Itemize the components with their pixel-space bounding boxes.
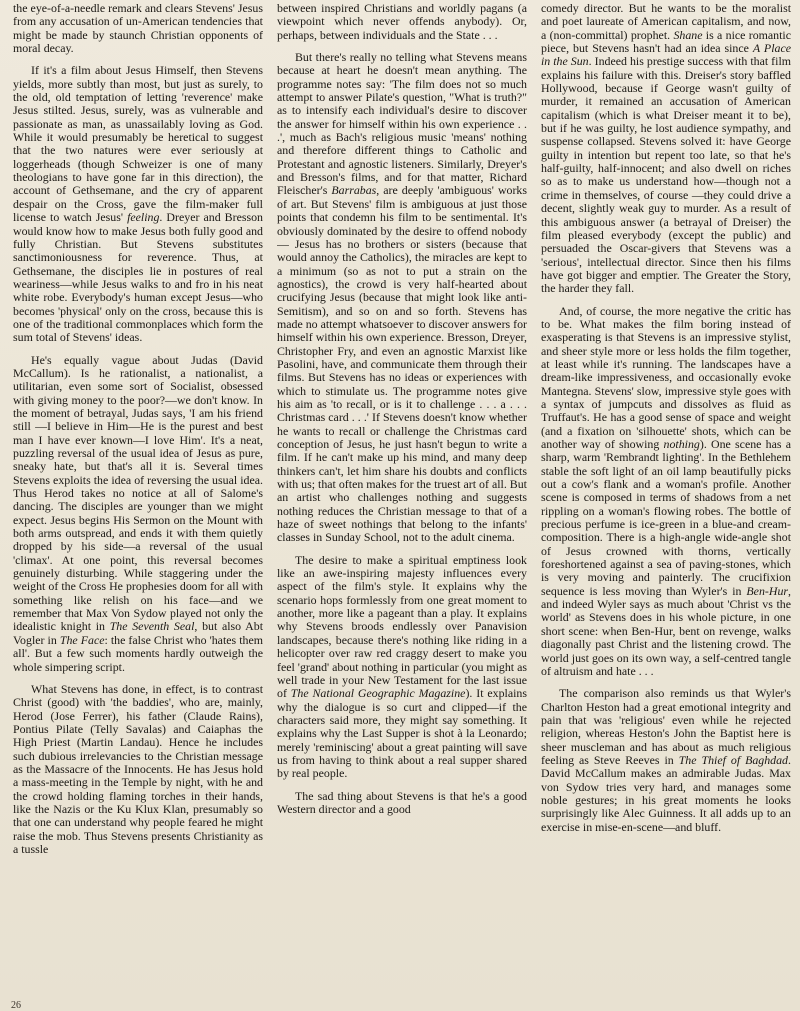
article-columns bbox=[13, 2, 795, 1010]
column-1 bbox=[13, 2, 263, 1010]
paragraph: The comparison also reminds us that Wyler's Charlton Heston had a great emotional integrity and pain that was 'religious' even while he rejected religion, whereas Heston's John the Baptist here is sheer muscleman and has about as much religious feeling as Steve Reeves in The Thief of Baghdad. David McCallum makes an admirable Judas. Max von Sydow tries very hard, and manages some noble gestures; in his great moments he looks surprisingly like Alec Guinness. It all adds up to an exercise in mise-en-scene—and bluff. bbox=[541, 686, 791, 834]
paragraph: comedy director. But he wants to be the moralist and poet laureate of American capitalism, and now, a (non-committal) prophet. Shane is a nice romantic piece, but Stevens hasn't had an idea since A Place in the Sun. Indeed his prestige success with that film explains his failure with this. Dreiser's story baffled Hollywood, because if George wasn't guilty of murder, it remained an accusation of American capitalism (which is what Dreiser meant it to be), but if he was guilty, he lost audience sympathy, and suspense collapsed. Stevens solved it: have George guilty in intention but repent too late, so that he's half-guilty, half-innocent; and also dwell on riches so as to make us understand how—though not a crime in themselves, of course —they could drive a decent, slightly weak guy to murder. As a result of this ambiguous answer (a betrayal of Dreiser) the film pleased everybody (except the public) and persuaded the Oscar-givers that Stevens was a 'serious', intellectual director. Since then his films have got bigger and emptier. The Greater the Story, the harder they fall. bbox=[541, 2, 791, 296]
paragraph: And, of course, the more negative the critic has to be. What makes the film boring instead of exasperating is that Stevens is an impressive stylist, and sheer style more or less holds the film together, at least while it's running. The landscapes have a dream-like impressiveness, and occasionally evoke Mantegna. Stevens' slow, impressive style goes with a syntax of jumpcuts and dissolves as fluid as Truffaut's. He has a good sense of space and weight (and a fixation on 'silhouette' shots, which can be another way of showing nothing). One scene has a sharp, warm 'Rembrandt lighting'. In the Bethlehem stable the soft light of an oil lamp beautifully picks out a cow's flank and a woman's profile. Another scene is composed in terms of shadows from a net rippling on a woman's flowing robes. The bottle of precious perfume is ice-green in a blue-and cream-composition. There is a high-angle wide-angle shot of Jesus crowned with thorns, vertically foreshortened against a sea of paving-stones, which is very moving and painterly. The crucifixion sequence is less moving than Wyler's in Ben-Hur, and indeed Wyler says as much about 'Christ vs the world' as Stevens does in his whole picture, in one short scene: when Ben-Hur, bent on revenge, walks diagonally past Christ and the listening crowd. The world just goes on its own way, a self-centred tangle of altruism and hate . . . bbox=[541, 303, 791, 678]
column-2 bbox=[277, 2, 527, 1010]
paragraph: the eye-of-a-needle remark and clears Stevens' Jesus from any accusation of un-American tendencies that might be made by staunch Christian opponents of moral decay. bbox=[13, 2, 263, 56]
column-3 bbox=[541, 2, 791, 1010]
paragraph: If it's a film about Jesus Himself, then Stevens yields, more subtly than most, but just as surely, to the old, old temptation of letting 'reverence' make Jesus stilted. Jesus, surely, was as vulnerable and passionate as man, as unassailably loving as God. While it would presumably be heretical to suggest that the two natures were ever seriously at loggerheads (though Schweizer is one of many theologians to have gone far in this direction), the account of Gethsemane, and the cry of apparent despair on the Cross, gave the film-maker full license to watch Jesus' feeling. Dreyer and Bresson would know how to make Jesus both fully good and fully Christian. But Stevens substitutes sanctimoniousness for reverence. Thus, at Gethsemane, the disciples lie in postures of real weariness—while Jesus walks to and fro in his neat white robe. Everybody's human except Jesus—who becomes 'physical' only on the cross, because this is one of the traditional commonplaces which form the sum total of Stevens' ideas. bbox=[13, 63, 263, 345]
paragraph: The sad thing about Stevens is that he's a good Western director and a good bbox=[277, 788, 527, 816]
paragraph: He's equally vague about Judas (David McCallum). Is he rationalist, a nationalist, a utilitarian, even some sort of Socialist, obsessed with giving money to the poor?—we don't know. In the moment of betrayal, Judas says, 'I am his friend still —I believe in Him—He is the purest and best man I have ever known—I love Him'. It's a neat, puzzling reversal of the usual idea of Jesus as pure, sneaky hate, but that's all it is. Several times Stevens exploits the idea of reversing the usual idea. Thus Herod takes no notice at all of Salome's dancing. The disciples are younger than we might expect. Jesus begins His Sermon on the Mount with both arms outspread, and ends it with them quietly dropped by his side—a reversal of the usual 'climax'. At one point, this reversal becomes genuinely disturbing. While staggering under the weight of the Cross He prophesies doom for all with something like relish on his face—and we remember that Max Von Sydow played not only the idealistic knight in The Seventh Seal, but also Abt Vogler in The Face: the false Christ who 'hates them all'. But a few such moments hardly outweigh the whole simpering script. bbox=[13, 352, 263, 674]
paragraph: between inspired Christians and worldly pagans (a viewpoint which never offends anybody). Or, perhaps, between individuals and the State . . . bbox=[277, 2, 527, 42]
paragraph: But there's really no telling what Stevens means because at heart he doesn't mean anything. The programme notes say: 'The film does not so much attempt to answer Pilate's question, "What is truth?" as to intensify each individual's desire to discover the answer for himself within his own experience . . .', much as Bach's religious music 'means' nothing and therefore different things to Catholic and Protestant and agnostic listeners. Similarly, Dreyer's and Bresson's films, and for that matter, Richard Fleischer's Barrabas, are deeply 'ambiguous' works of art. But Stevens' film is ambiguous at just those points that condemn his film to be sentimental. It's obviously dominated by the desire to offend nobody — Jesus has no brothers or sisters (because that would annoy the Catholics), the miracles are kept to a minimum (so as not to put a strain on the agnostics), the crowd is very half-hearted about crucifying Jesus (because that might look like anti-Semitism), and so on and so forth. Stevens has made no attempt whatsoever to discover answers for himself within his own experience. Bresson, Dreyer, Christopher Fry, and even an agnostic Marxist like Pasolini, have, and communicate them through their films. But Stevens has no ideas or experiences with which to stimulate us. The programme notes give his aim as 'to recall, or is it to challenge . . . a . . . Christmas card . . .' If Stevens doesn't know whether he wants to recall or challenge the Christmas card conception of Jesus, he just hasn't begun to write a film. If he can't make up his mind, and many deep thinkers can't, let him share his doubts and conflicts with us; that often makes for the truest art of all. But an artist who challenges nothing and suggests nothing reduces the Christian message to that of a haze of sweet nothings that belong to the infants' classes in Sunday School, not to the adult cinema. bbox=[277, 50, 527, 545]
paragraph: The desire to make a spiritual emptiness look like an awe-inspiring majesty influences every aspect of the film's style. It explains why the scenario hops formlessly from one great moment to another, more like a pageant than a play. It explains why Stevens broods endlessly over Panavision landscapes, because there's nothing like riding in a helicopter over raw red craggy desert to make you feel 'grand' about nothing in particular (you might as well trade in your New Testament for the last issue of The National Geographic Magazine). It explains why the dialogue is so curt and clipped—if the characters said more, they might say something. It explains why the Last Supper is shot à la Leonardo; merely 'reminiscing' about a great painting will save us from having to think about a real supper shared by real people. bbox=[277, 552, 527, 781]
paragraph: What Stevens has done, in effect, is to contrast Christ (good) with 'the baddies', who are, mainly, Herod (Jose Ferrer), his father (Claude Rains), Pontius Pilate (Telly Savalas) and Caiaphas the High Priest (Martin Landau). Hence he includes such dubious irrelevancies to the Christian message as the Massacre of the Innocents. He has Jesus hold a mass-meeting in the Temple by night, with he and the crowd holding flaming torches in their hands, like the Nazis or the Ku Klux Klan, presumably so that one can understand why people feared he might raise the mob. Thus Stevens presents Christianity as a tussle bbox=[13, 681, 263, 856]
page-number: 26 bbox=[11, 1000, 21, 1011]
